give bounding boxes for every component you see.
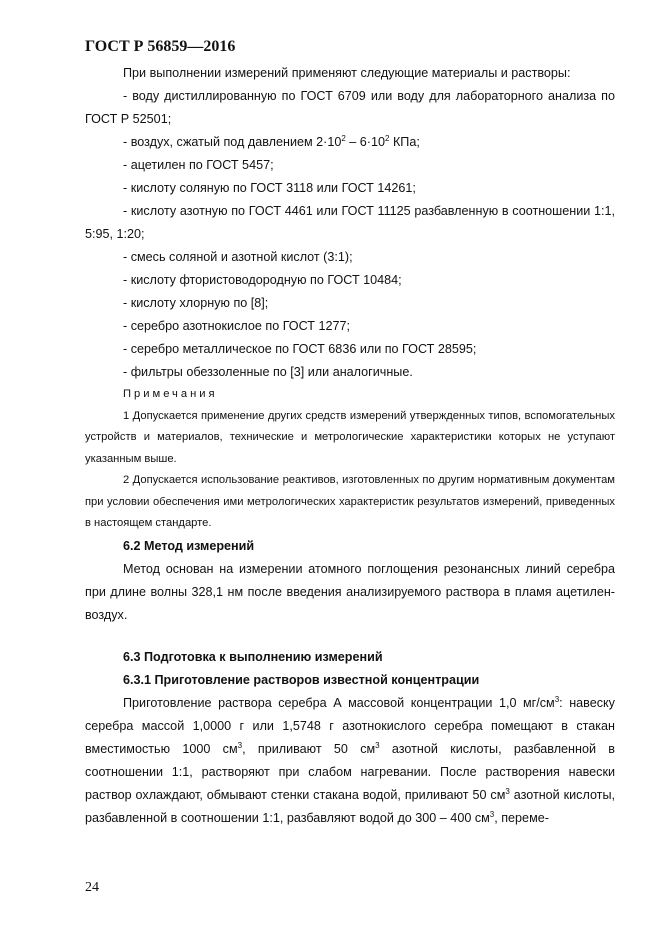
notes-title: Примечания [123, 388, 218, 400]
list-item-acid-mix: - смесь соляной и азотной кислот (3:1); [123, 250, 353, 264]
section-6-2-text: Метод основан на измерении атомного поглощения резонансных линий серебра при длине волны 328,1 нм после введения анализируемого раствора в пламя ацетилен-воздух. [85, 561, 615, 622]
list-item-ag: - серебро металлическое по ГОСТ 6836 или по ГОСТ 28595; [123, 342, 477, 356]
list-item-filters: - фильтры обеззоленные по [3] или аналогичные. [123, 365, 413, 379]
list-item-agno3: - серебро азотнокислое по ГОСТ 1277; [123, 319, 350, 333]
section-6-2-title: 6.2 Метод измерений [123, 538, 255, 553]
section-6-3-title: 6.3 Подготовка к выполнению измерений [123, 649, 383, 664]
list-item-hf: - кислоту фтористоводородную по ГОСТ 10484; [123, 273, 402, 287]
list-item-acetylene: - ацетилен по ГОСТ 5457; [123, 158, 274, 172]
note-2: 2 Допускается использование реактивов, изготовленных по другим нормативным документам при условии обеспечения ими метрологических характеристик результатов измерений, приведенных в настоящем стандарте. [85, 474, 615, 529]
notes-block [85, 384, 615, 535]
section-6-3-1-text: Приготовление раствора серебра А массовой концентрации 1,0 $мг/см^3$: навеску серебра массой 1,0000 г или 1,5748 г азотнокислого серебра помещают в стакан вместимостью 1000 $см^3$, приливают 50 $см^3$ азотной кислоты, разбавленной в соотношении 1:1, растворяют при слабом нагревании. После растворения навески раствор охлаждают, обмывают стенки стакана водой, приливают 50 $см^3$ азотной кислоты, разбавленной в соотношении 1:1, разбавляют водой до 300 – 400 $см^3$, переме- [85, 694, 615, 825]
list-item-air: - воздух, сжатый под давлением $2\cdot 10^2 - 6\cdot 10^2$ КПа; [123, 133, 420, 149]
intro-paragraph: При выполнении измерений применяют следующие материалы и растворы: [123, 66, 571, 80]
list-item-hcl: - кислоту соляную по ГОСТ 3118 или ГОСТ 14261; [123, 181, 416, 195]
list-item-hclo4: - кислоту хлорную по [8]; [123, 296, 269, 310]
list-item-hno3: - кислоту азотную по ГОСТ 4461 или ГОСТ 11125 разбавленную в соотношении 1:1, 5:95, 1:20; [85, 204, 615, 241]
page-number: 24 [85, 880, 99, 895]
list-item-water: - воду дистиллированную по ГОСТ 6709 или воду для лабораторного анализа по ГОСТ Р 52501; [85, 89, 615, 126]
document-header: ГОСТ Р 56859—2016 [85, 38, 236, 55]
section-6-3-1-title: 6.3.1 Приготовление растворов известной концентрации [123, 672, 480, 687]
note-1: 1 Допускается применение других средств измерений утвержденных типов, вспомогательных устройств и материалов, технические и метрологические характеристики которых не уступают указанным выше. [85, 409, 615, 465]
page-content [85, 62, 615, 830]
section-spacer [85, 627, 615, 646]
